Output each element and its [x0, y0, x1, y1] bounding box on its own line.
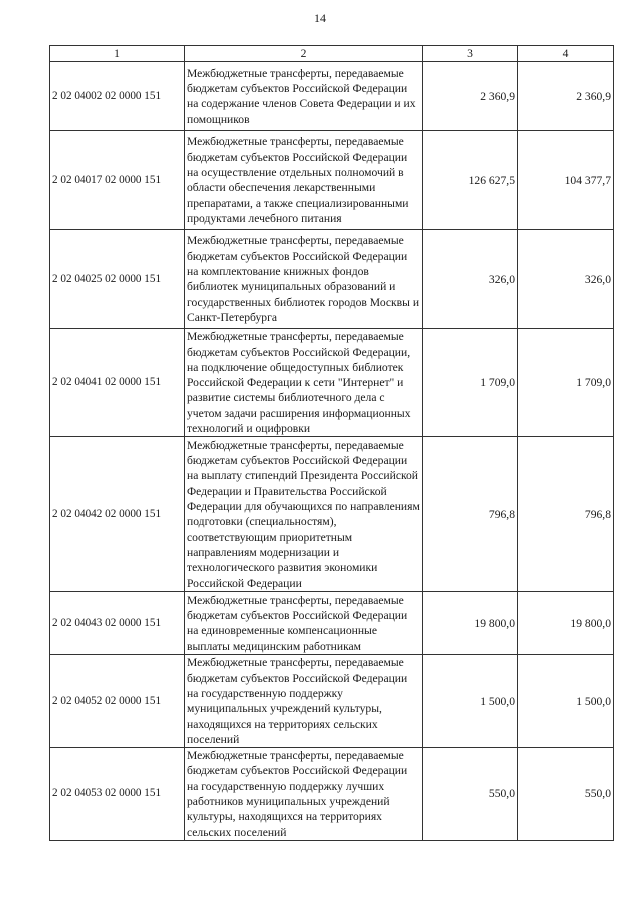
table-row	[50, 655, 614, 748]
column-header-3: 3	[423, 46, 518, 62]
value-col3: 550,0	[423, 748, 518, 841]
value-col3: 19 800,0	[423, 592, 518, 655]
value-col4: 796,8	[518, 437, 614, 592]
value-col3: 1 709,0	[423, 329, 518, 437]
value-col4: 1 709,0	[518, 329, 614, 437]
description: Межбюджетные трансферты, передаваемые бюджетам субъектов Российской Федерации на содержание членов Совета Федерации и их помощников	[185, 62, 423, 131]
table-row	[50, 748, 614, 841]
value-col3: 326,0	[423, 230, 518, 329]
page-number: 14	[314, 11, 326, 25]
table-row	[50, 131, 614, 230]
budget-code: 2 02 04053 02 0000 151	[50, 748, 185, 841]
description: Межбюджетные трансферты, передаваемые бюджетам субъектов Российской Федерации на комплектование книжных фондов библиотек муниципальных образований и государственных библиотек городов Москвы и Санкт-Петербурга	[185, 230, 423, 329]
description: Межбюджетные трансферты, передаваемые бюджетам субъектов Российской Федерации на государственную поддержку муниципальных учреждений культуры, находящихся на территориях сельских поселений	[185, 655, 423, 748]
description: Межбюджетные трансферты, передаваемые бюджетам субъектов Российской Федерации на единовременные компенсационные выплаты медицинским работникам	[185, 592, 423, 655]
table-row	[50, 230, 614, 329]
value-col3: 126 627,5	[423, 131, 518, 230]
budget-code: 2 02 04025 02 0000 151	[50, 230, 185, 329]
description: Межбюджетные трансферты, передаваемые бюджетам субъектов Российской Федерации на выплату стипендий Президента Российской Федерации и Правительства Российской Федерации для обучающихся по направлениям подготовки (специальностям), соответствующим приоритетным направлениям модернизации и технологического развития экономики Российской Федерации	[185, 437, 423, 592]
value-col3: 796,8	[423, 437, 518, 592]
value-col4: 19 800,0	[518, 592, 614, 655]
value-col4: 1 500,0	[518, 655, 614, 748]
description: Межбюджетные трансферты, передаваемые бюджетам субъектов Российской Федерации на государственную поддержку лучших работников муниципальных учреждений культуры, находящихся на территориях сельских поселений	[185, 748, 423, 841]
table-row	[50, 329, 614, 437]
value-col4: 550,0	[518, 748, 614, 841]
value-col4: 104 377,7	[518, 131, 614, 230]
value-col4: 326,0	[518, 230, 614, 329]
table-row	[50, 437, 614, 592]
table-header-row	[50, 46, 614, 62]
budget-table	[49, 45, 614, 841]
value-col3: 1 500,0	[423, 655, 518, 748]
budget-code: 2 02 04052 02 0000 151	[50, 655, 185, 748]
description: Межбюджетные трансферты, передаваемые бюджетам субъектов Российской Федерации, на подключение общедоступных библиотек Российской Федерации к сети "Интернет" и развитие системы библиотечного дела с учетом задачи расширения информационных технологий и оцифровки	[185, 329, 423, 437]
budget-code: 2 02 04043 02 0000 151	[50, 592, 185, 655]
budget-code: 2 02 04041 02 0000 151	[50, 329, 185, 437]
table-row	[50, 592, 614, 655]
budget-code: 2 02 04002 02 0000 151	[50, 62, 185, 131]
column-header-2: 2	[185, 46, 423, 62]
value-col4: 2 360,9	[518, 62, 614, 131]
description: Межбюджетные трансферты, передаваемые бюджетам субъектов Российской Федерации на осуществление отдельных полномочий в области обеспечения лекарственными препаратами, а также специализированными продуктами лечебного питания	[185, 131, 423, 230]
budget-code: 2 02 04042 02 0000 151	[50, 437, 185, 592]
column-header-4: 4	[518, 46, 614, 62]
table-row	[50, 62, 614, 131]
budget-code: 2 02 04017 02 0000 151	[50, 131, 185, 230]
column-header-1: 1	[50, 46, 185, 62]
value-col3: 2 360,9	[423, 62, 518, 131]
